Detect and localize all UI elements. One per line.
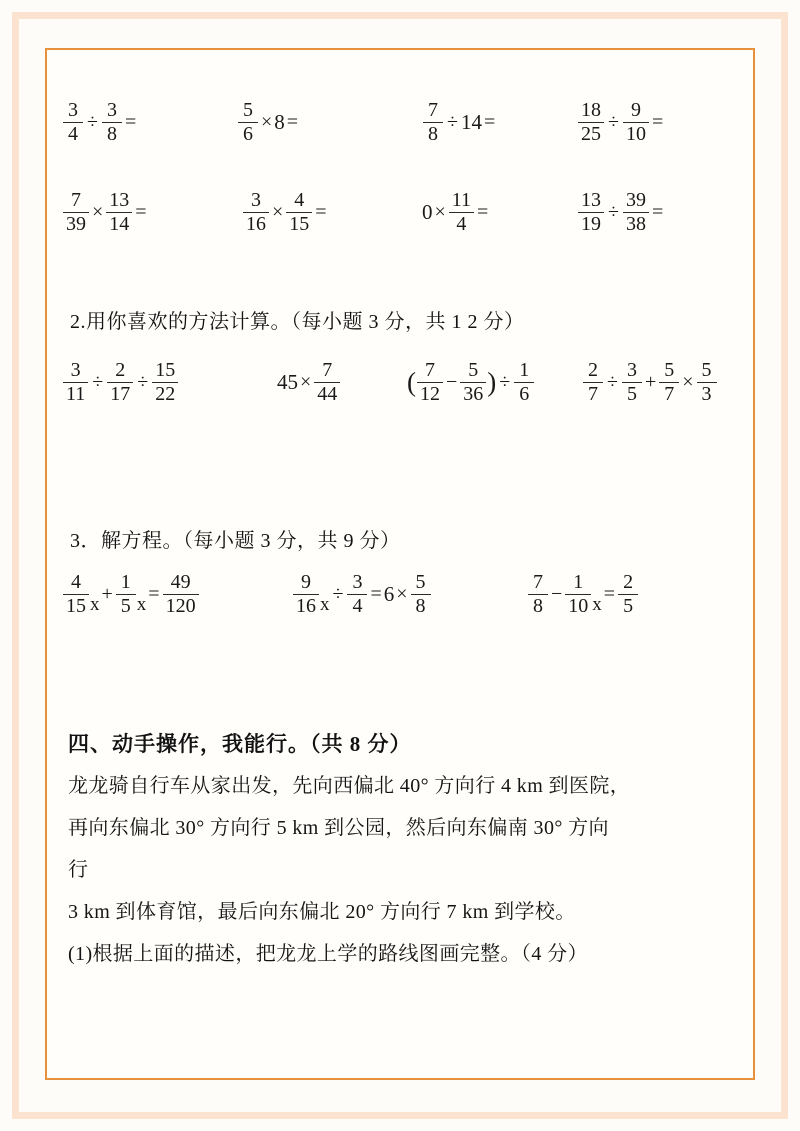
fraction-denominator: 38 (625, 212, 646, 235)
fraction-numerator: 39 (625, 189, 646, 211)
operator-multiply: × (396, 583, 408, 606)
fraction-1-5 (116, 572, 136, 617)
operator-multiply: × (434, 201, 446, 224)
fraction-5-7 (659, 360, 679, 405)
fraction-9-10 (623, 100, 649, 145)
fraction-2-5 (618, 572, 638, 617)
fraction-numerator: 2 (588, 359, 598, 381)
fraction-denominator: 6 (243, 122, 253, 145)
fraction-7-8 (423, 100, 443, 145)
fraction-2-7 (583, 360, 603, 405)
fraction-3-4 (347, 572, 367, 617)
problem-q2-3 (407, 360, 582, 405)
problem-q2-4 (582, 360, 718, 405)
fraction-numerator: 3 (626, 359, 637, 381)
section4-line-1: 龙龙骑自行车从家出发，先向西偏北 40° 方向行 4 km 到医院， (68, 775, 631, 797)
problem-q1-3 (422, 100, 577, 145)
fraction-1-6 (514, 360, 534, 405)
fraction-3-16 (243, 190, 269, 235)
fraction-numerator: 15 (155, 359, 176, 381)
fraction-numerator: 13 (109, 189, 130, 211)
section4-line-5: (1)根据上面的描述，把龙龙上学的路线图画完整。（4 分） (68, 943, 588, 965)
fraction-denominator: 25 (581, 122, 601, 145)
fraction-7-44 (314, 360, 340, 405)
fraction-denominator: 8 (415, 594, 426, 617)
number-45: 45 (277, 369, 298, 394)
fraction-3-8 (102, 100, 122, 145)
operator-divide: ÷ (92, 371, 104, 394)
fraction-39-38 (623, 190, 649, 235)
fraction-numerator: 5 (468, 359, 479, 381)
fraction-2-17 (107, 360, 133, 405)
page-content (62, 60, 742, 1070)
fraction-4-15 (63, 572, 89, 617)
fraction-numerator: 4 (294, 189, 305, 211)
answer-work-area (62, 980, 732, 1060)
operator-divide: ÷ (332, 583, 344, 606)
fraction-numerator: 3 (352, 571, 363, 593)
problem-q3-2 (292, 572, 527, 617)
fraction-numerator: 3 (70, 359, 81, 381)
fraction-denominator: 7 (664, 382, 675, 405)
fraction-denominator: 22 (155, 382, 176, 405)
paren-open: ( (407, 366, 416, 397)
operator-equals: = (124, 111, 137, 134)
fraction-7-12 (417, 360, 443, 405)
paren-close: ) (487, 366, 497, 397)
exercise2-heading: 2.用你喜欢的方法计算。（每小题 3 分，共 1 2 分） (70, 311, 525, 333)
variable-x: x (320, 593, 330, 615)
fraction-numerator: 9 (630, 99, 641, 121)
fraction-denominator: 12 (420, 382, 440, 405)
fraction-numerator: 7 (428, 99, 438, 121)
fraction-5-36 (460, 360, 486, 405)
operator-plus: + (644, 371, 657, 394)
problem-q1-8 (577, 190, 665, 235)
operator-equals: = (483, 111, 496, 134)
problem-q3-1 (62, 572, 292, 617)
operator-equals: = (286, 111, 299, 134)
fraction-numerator: 4 (71, 571, 81, 593)
fraction-denominator: 5 (623, 594, 634, 617)
problem-q2-1 (62, 360, 277, 405)
fraction-numerator: 1 (120, 571, 131, 593)
fraction-18-25 (578, 100, 604, 145)
fraction-7-39 (63, 190, 89, 235)
fraction-numerator: 2 (115, 359, 126, 381)
fraction-numerator: 5 (664, 359, 675, 381)
fraction-numerator: 5 (701, 359, 712, 381)
fraction-denominator: 10 (625, 122, 646, 145)
fraction-denominator: 39 (66, 212, 86, 235)
problem-q2-2 (277, 360, 407, 405)
variable-x: x (90, 593, 100, 615)
operator-divide: ÷ (608, 111, 619, 134)
problem-q1-6 (242, 190, 422, 235)
operator-equals: = (315, 201, 327, 224)
exercise3-problems (62, 572, 732, 617)
fraction-denominator: 10 (568, 594, 589, 617)
operator-minus: − (551, 583, 563, 606)
operator-multiply: × (261, 111, 273, 134)
fraction-denominator: 5 (626, 382, 637, 405)
fraction-numerator: 5 (415, 571, 426, 593)
fraction-denominator: 16 (296, 594, 316, 617)
fraction-denominator: 19 (581, 212, 601, 235)
fraction-49-120 (163, 572, 199, 617)
fraction-numerator: 18 (581, 99, 601, 121)
fraction-15-22 (152, 360, 178, 405)
operator-equals: = (148, 583, 160, 606)
fraction-numerator: 13 (581, 189, 601, 211)
exercise2-problems (62, 360, 732, 405)
fraction-denominator: 4 (456, 212, 467, 235)
fraction-numerator: 1 (573, 571, 584, 593)
problem-q1-2 (237, 100, 422, 145)
number-14: 14 (460, 109, 482, 134)
operator-plus: + (101, 583, 113, 606)
fraction-denominator: 7 (588, 382, 598, 405)
fraction-denominator: 36 (463, 382, 484, 405)
fraction-numerator: 7 (533, 571, 543, 593)
operator-equals: = (651, 201, 664, 224)
fraction-numerator: 3 (106, 99, 117, 121)
fraction-3-4 (63, 100, 83, 145)
fraction-11-4 (449, 190, 474, 235)
fraction-numerator: 2 (623, 571, 634, 593)
fraction-denominator: 8 (428, 122, 438, 145)
fraction-3-11 (63, 360, 88, 405)
fraction-numerator: 3 (68, 99, 78, 121)
fraction-denominator: 3 (701, 382, 712, 405)
fraction-denominator: 17 (110, 382, 131, 405)
fraction-numerator: 7 (322, 359, 333, 381)
problem-q1-7 (422, 190, 577, 235)
section4-heading: 四、动手操作，我能行。（共 8 分） (68, 732, 412, 756)
fraction-numerator: 11 (451, 189, 472, 211)
section4-line-4: 3 km 到体育馆，最后向东偏北 20° 方向行 7 km 到学校。 (68, 901, 576, 923)
fraction-denominator: 15 (66, 594, 86, 617)
fraction-5-3 (697, 360, 717, 405)
fraction-1-10 (565, 572, 591, 617)
fraction-denominator: 120 (165, 594, 196, 617)
problem-q1-1 (62, 100, 237, 145)
variable-x: x (592, 593, 602, 615)
exercise3-heading: 3．解方程。（每小题 3 分，共 9 分） (70, 530, 401, 552)
fraction-denominator: 44 (317, 382, 338, 405)
fraction-denominator: 5 (120, 594, 131, 617)
fraction-denominator: 11 (66, 382, 86, 405)
problem-q1-4 (577, 100, 665, 145)
section4-line-2: 再向东偏北 30° 方向行 5 km 到公园，然后向东偏南 30° 方向 (68, 817, 609, 839)
fraction-13-19 (578, 190, 604, 235)
operator-equals: = (135, 201, 147, 224)
number-0: 0 (422, 199, 433, 224)
fraction-4-15 (286, 190, 312, 235)
operator-multiply: × (300, 371, 312, 394)
fraction-numerator: 1 (519, 359, 530, 381)
problem-q1-5 (62, 190, 242, 235)
operator-multiply: × (92, 201, 104, 224)
number-6: 6 (383, 581, 395, 606)
operator-divide: ÷ (87, 111, 98, 134)
problem-q3-3 (527, 572, 639, 617)
fraction-numerator: 5 (243, 99, 253, 121)
fraction-numerator: 49 (170, 571, 191, 593)
operator-divide: ÷ (447, 111, 458, 134)
fraction-denominator: 4 (352, 594, 363, 617)
fraction-denominator: 6 (519, 382, 530, 405)
fraction-denominator: 8 (533, 594, 543, 617)
section4-line-3: 行 (68, 859, 89, 881)
fraction-5-8 (411, 572, 431, 617)
fraction-13-14 (106, 190, 132, 235)
fraction-denominator: 4 (68, 122, 78, 145)
exercise1-row2 (62, 190, 732, 235)
section4-body (68, 765, 733, 975)
operator-equals: = (477, 201, 489, 224)
exercise1-row1 (62, 100, 732, 145)
fraction-7-8 (528, 572, 548, 617)
fraction-denominator: 14 (109, 212, 130, 235)
fraction-denominator: 8 (106, 122, 117, 145)
operator-equals: = (370, 583, 382, 606)
operator-divide: ÷ (608, 201, 619, 224)
variable-x: x (136, 593, 147, 615)
fraction-numerator: 9 (301, 571, 311, 593)
fraction-5-6 (238, 100, 258, 145)
operator-minus: − (446, 371, 458, 394)
operator-divide: ÷ (499, 371, 511, 394)
operator-multiply: × (682, 371, 694, 394)
operator-multiply: × (272, 201, 284, 224)
fraction-denominator: 16 (246, 212, 266, 235)
fraction-9-16 (293, 572, 319, 617)
fraction-denominator: 15 (289, 212, 310, 235)
operator-divide: ÷ (137, 371, 149, 394)
operator-divide: ÷ (607, 371, 618, 394)
fraction-numerator: 7 (425, 359, 435, 381)
operator-equals: = (603, 583, 616, 606)
operator-equals: = (651, 111, 664, 134)
fraction-3-5 (622, 360, 642, 405)
number-8: 8 (274, 109, 285, 134)
fraction-numerator: 7 (71, 189, 81, 211)
fraction-numerator: 3 (251, 189, 261, 211)
